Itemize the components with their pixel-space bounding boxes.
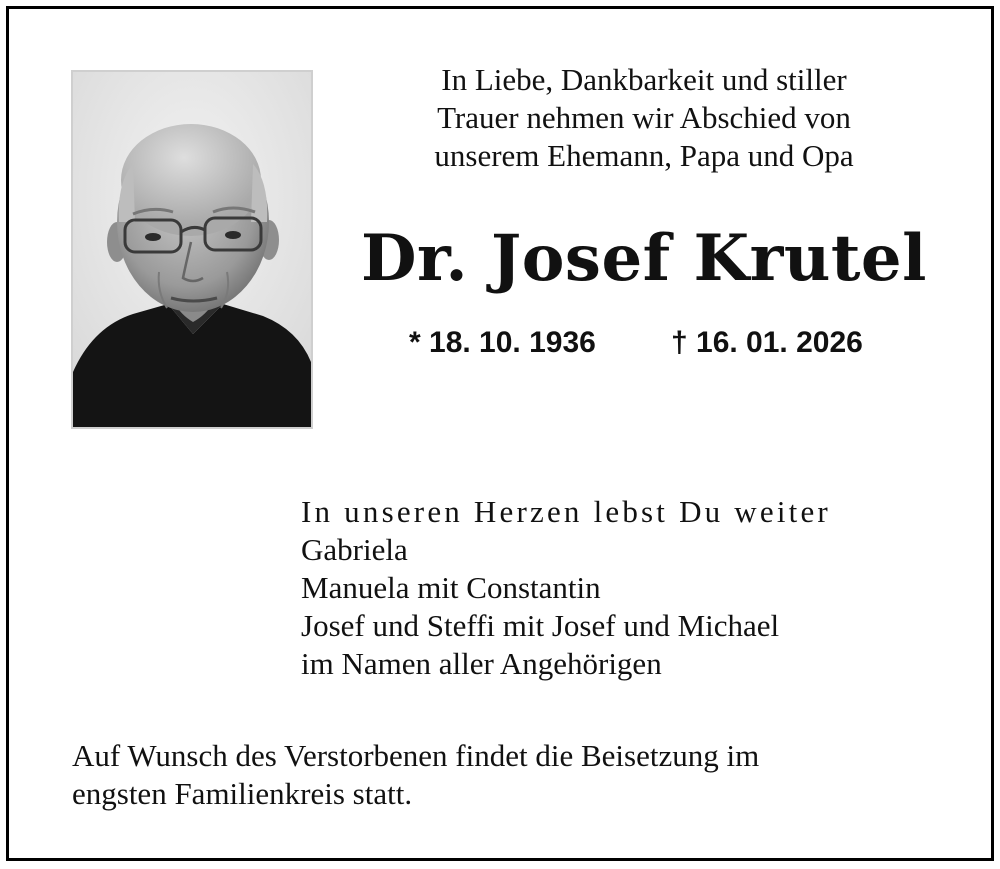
deceased-name: Dr. Josef Krutel (361, 221, 927, 296)
family-member: Gabriela (301, 532, 408, 567)
family-motto: In unseren Herzen lebst Du weiter (301, 494, 831, 529)
death-date: † 16. 01. 2026 (671, 326, 863, 359)
birth-date: * 18. 10. 1936 (409, 326, 596, 359)
intro-line: unserem Ehemann, Papa und Opa (434, 138, 854, 173)
family-member: Manuela mit Constantin (301, 570, 601, 605)
closing-line: Auf Wunsch des Verstorbenen findet die Beisetzung im (72, 738, 760, 773)
family-member: im Namen aller Angehörigen (301, 646, 662, 681)
intro-line: In Liebe, Dankbarkeit und stiller (441, 62, 847, 97)
family-member: Josef und Steffi mit Josef und Michael (301, 608, 780, 643)
intro-line: Trauer nehmen wir Abschied von (437, 100, 851, 135)
closing-line: engsten Familienkreis statt. (72, 776, 413, 811)
family-block (301, 493, 951, 683)
portrait-image (73, 72, 311, 427)
closing-note (72, 737, 952, 813)
portrait-photo (71, 70, 313, 429)
obituary-notice (6, 6, 994, 861)
intro-text (349, 61, 939, 175)
